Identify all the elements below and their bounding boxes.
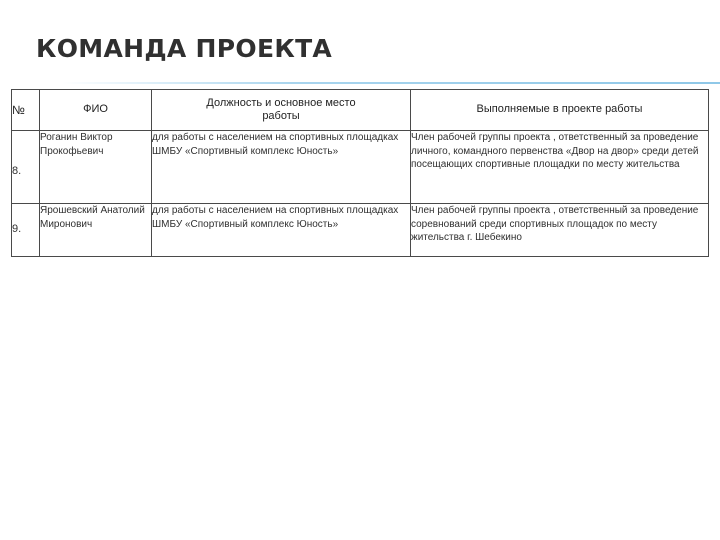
project-team-table <box>11 89 709 257</box>
header-fio: ФИО <box>40 90 152 131</box>
header-duties: Выполняемые в проекте работы <box>411 90 709 131</box>
row-position: для работы с населением на спортивных площадках ШМБУ «Спортивный комплекс Юность» <box>152 204 411 257</box>
row-number <box>12 131 40 204</box>
table-row <box>12 204 709 257</box>
row-number: 9. <box>12 204 40 257</box>
header-position-label: Должность и основное место работы <box>206 96 356 122</box>
header-number: № <box>12 90 40 131</box>
title-underline <box>62 82 720 84</box>
row-duties: Член рабочей группы проекта , ответственный за проведение личного, командного первенства «Двор на двор» среди детей посещающих спортивные площадки по месту жительства <box>411 131 709 204</box>
row-number-label: 8. <box>12 165 22 178</box>
table-header-row <box>12 90 709 131</box>
header-position <box>152 90 411 131</box>
row-position: для работы с населением на спортивных площадках ШМБУ «Спортивный комплекс Юность» <box>152 131 411 204</box>
row-duties: Член рабочей группы проекта , ответственный за проведение соревнований среди спортивных площадок по месту жительства г. Шебекино <box>411 204 709 257</box>
row-fio: Роганин Виктор Прокофьевич <box>40 131 152 204</box>
row-fio: Ярошевский Анатолий Миронович <box>40 204 152 257</box>
table-row <box>12 131 709 204</box>
page-title: КОМАНДА ПРОЕКТА <box>36 34 333 63</box>
